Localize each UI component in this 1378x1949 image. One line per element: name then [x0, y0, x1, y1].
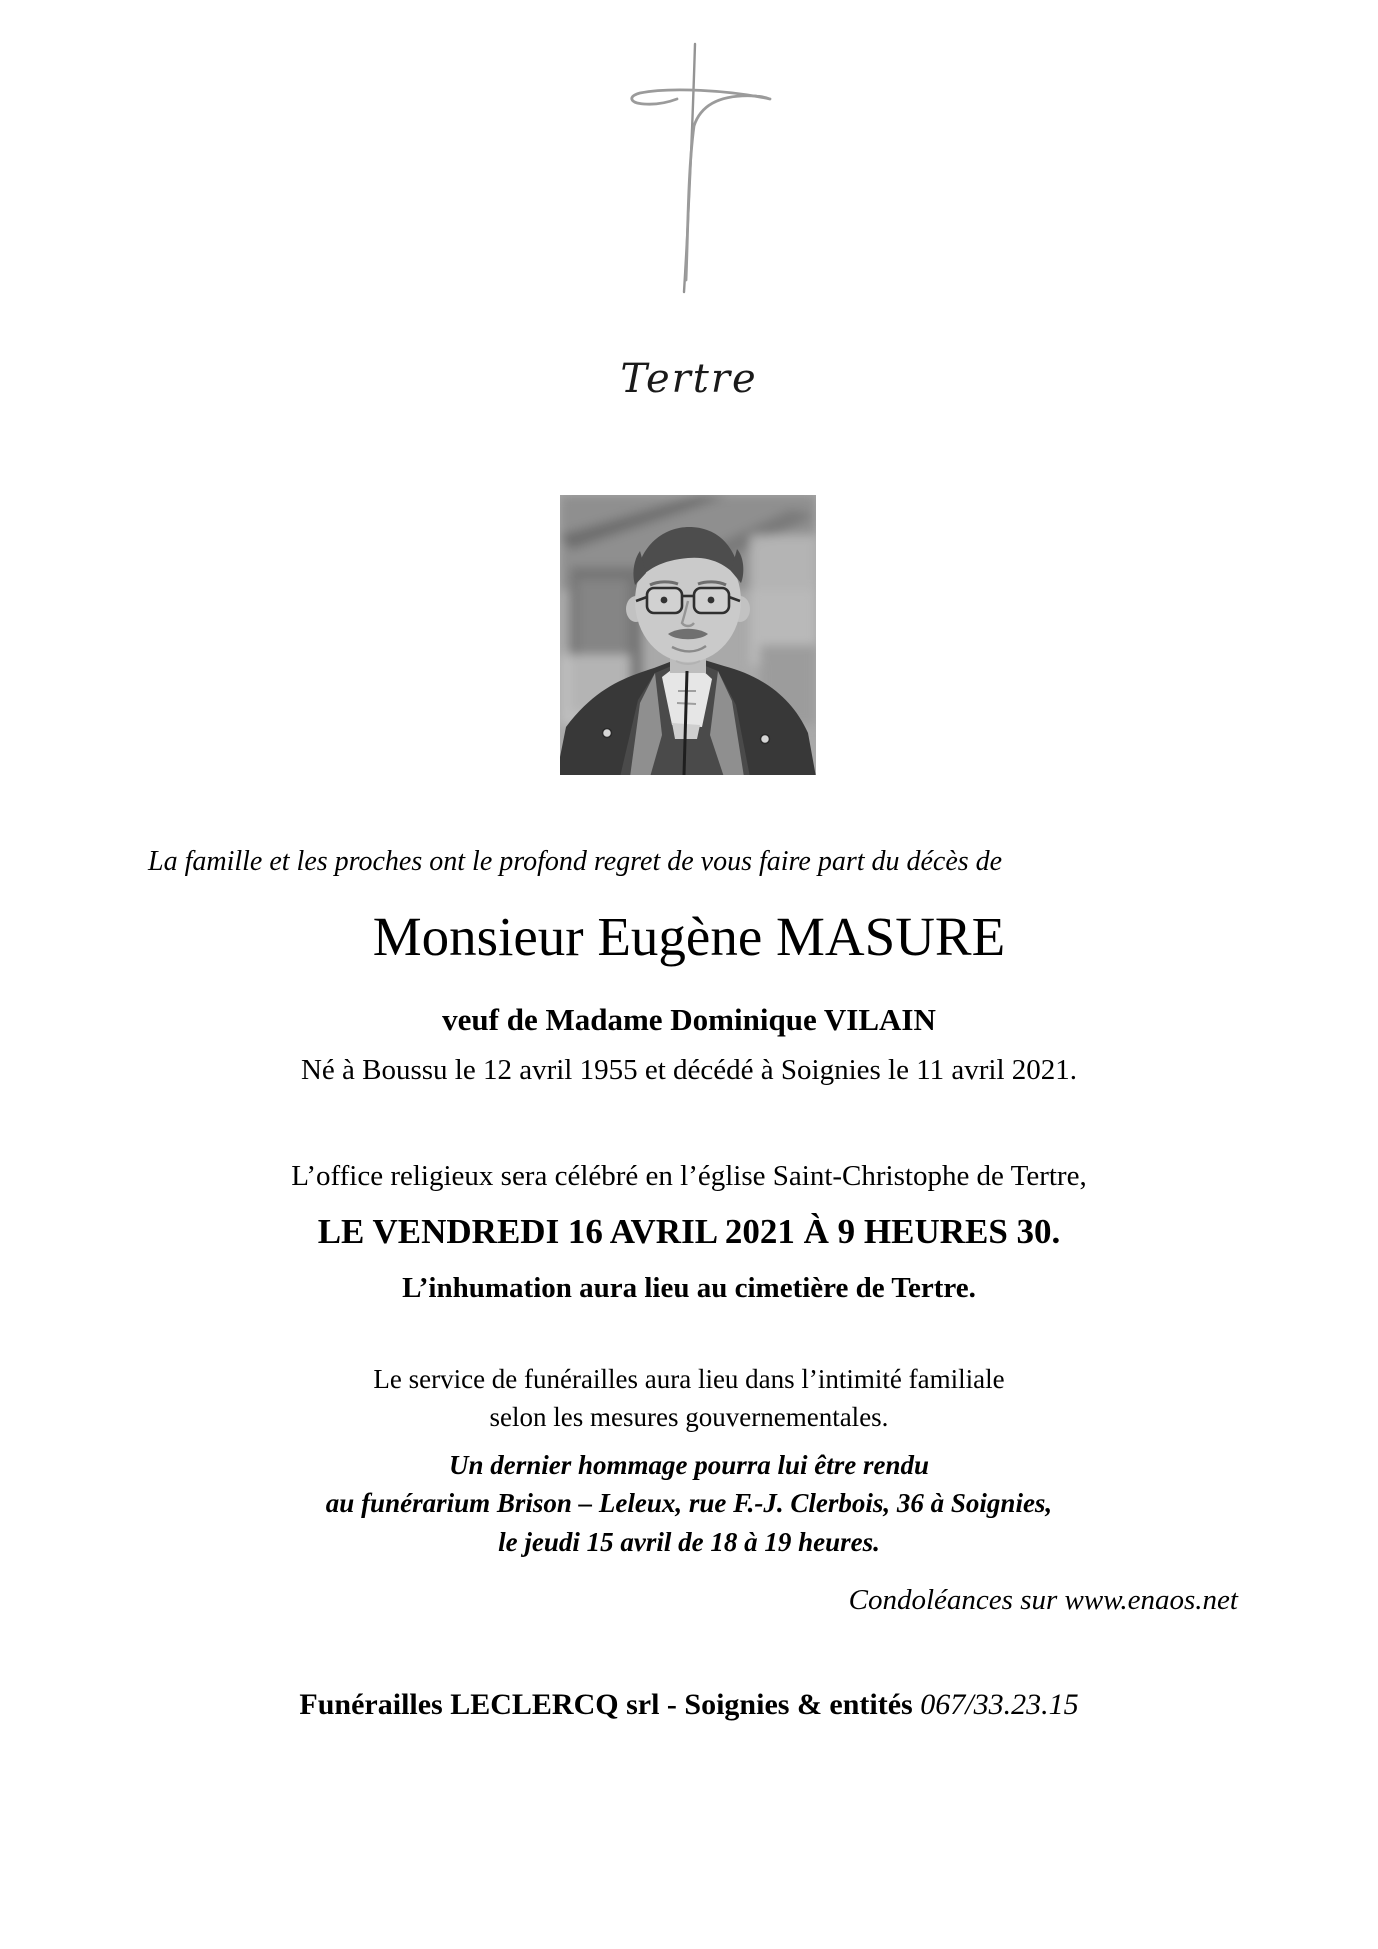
burial-line: L’inhumation aura lieu au cimetière de Tertre. — [402, 1272, 976, 1304]
private-service-line-1: Le service de funérailles aura lieu dans l’intimité familiale — [373, 1364, 1005, 1394]
tribute-line-3: le jeudi 15 avril de 18 à 19 heures. — [498, 1526, 880, 1557]
intro-line: La famille et les proches ont le profond regret de vous faire part du décès de — [148, 846, 1003, 877]
service-intro-line: L’office religieux sera célébré en l’église Saint-Christophe de Tertre, — [291, 1160, 1087, 1192]
tribute-line-1: Un dernier hommage pourra lui être rendu — [448, 1450, 930, 1480]
tribute-line-2: au funérarium Brison – Leleux, rue F.-J. Clerbois, 36 à Soignies, — [325, 1488, 1053, 1519]
deceased-name: Monsieur Eugène MASURE — [372, 906, 1006, 967]
relationship-line: veuf de Madame Dominique VILAIN — [442, 1002, 936, 1037]
locality-script: Tertre — [620, 356, 758, 402]
funeral-home-name: Funérailles LECLERCQ srl - Soignies & entités — [299, 1688, 921, 1721]
memorial-cross-icon — [560, 30, 860, 320]
life-dates-line: Né à Boussu le 12 avril 1955 et décédé à Soignies le 11 avril 2021. — [300, 1054, 1078, 1086]
portrait-photo — [560, 495, 816, 775]
service-datetime-line: LE VENDREDI 16 AVRIL 2021 À 9 HEURES 30. — [317, 1212, 1061, 1251]
private-service-line-2: selon les mesures gouvernementales. — [489, 1402, 889, 1433]
condolences-line: Condoléances sur www.enaos.net — [848, 1584, 1238, 1616]
tribute-block — [140, 1446, 1238, 1561]
private-service-block — [140, 1360, 1238, 1437]
funeral-home-phone: 067/33.23.15 — [920, 1688, 1079, 1721]
funeral-home-line — [140, 1688, 1238, 1722]
